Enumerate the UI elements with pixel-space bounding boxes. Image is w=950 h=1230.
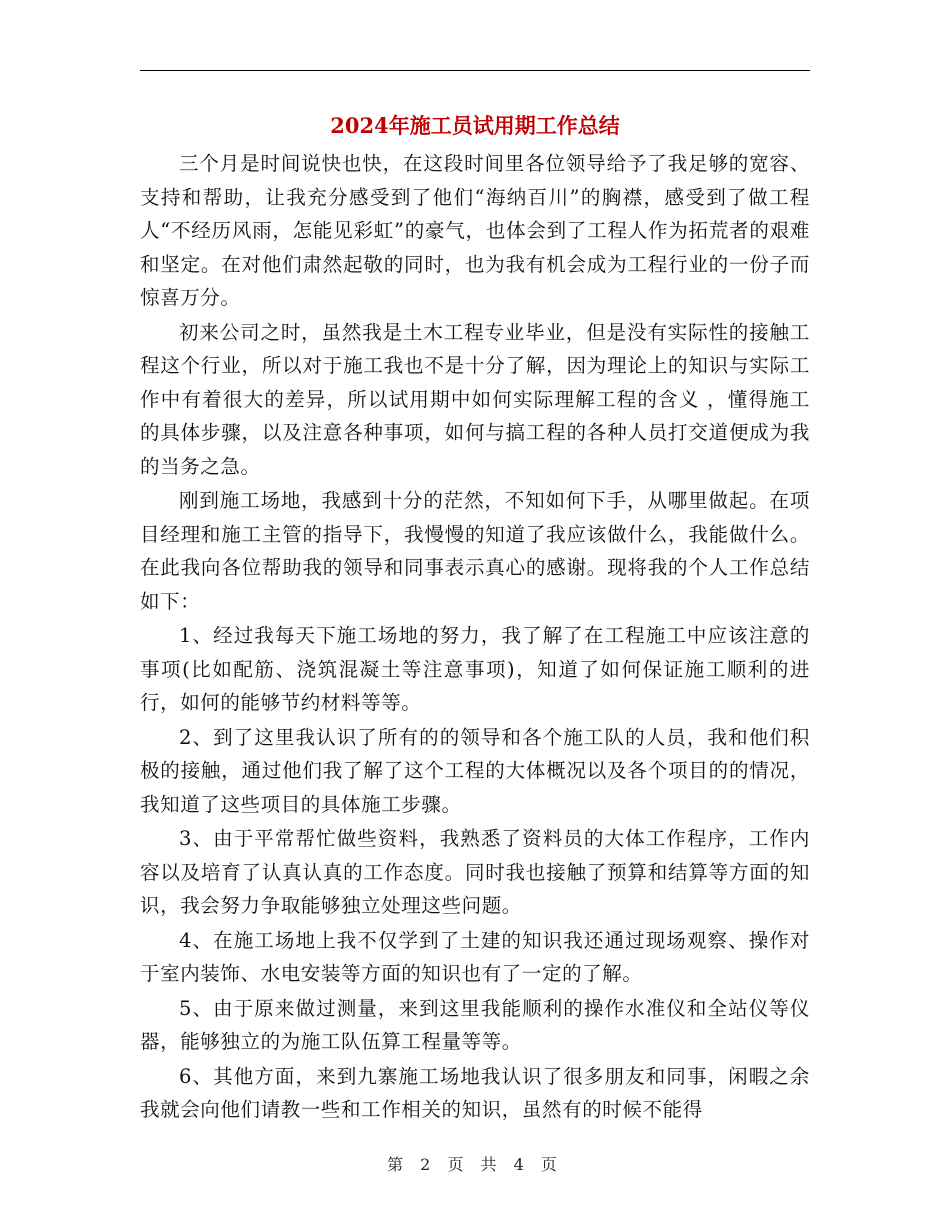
paragraph-item-5: 5、由于原来做过测量，来到这里我能顺利的操作水准仪和全站仪等仪器，能够独立的为施工队伍算工程量等等。 <box>140 996 810 1053</box>
paragraph-arrival: 刚到施工场地，我感到十分的茫然，不知如何下手，从哪里做起。在项目经理和施工主管的指导下，我慢慢的知道了我应该做什么，我能做什么。在此我向各位帮助我的领导和同事表示真心的感谢。现将我的个人工作总结如下： <box>140 489 810 613</box>
paragraph-intro: 三个月是时间说快也快，在这段时间里各位领导给予了我足够的宽容、支持和帮助，让我充分感受到了他们“海纳百川”的胸襟，感受到了做工程人“不经历风雨，怎能见彩虹”的豪气，也体会到了工程人作为拓荒者的艰难和坚定。在对他们肃然起敬的同时，也为我有机会成为工程行业的一份子而惊喜万分。 <box>140 152 810 309</box>
header-rule <box>140 70 810 71</box>
paragraph-item-2: 2、到了这里我认识了所有的的领导和各个施工队的人员，我和他们积极的接触，通过他们我了解了这个工程的大体概况以及各个项目的的情况，我知道了这些项目的具体施工步骤。 <box>140 725 810 816</box>
paragraph-item-6: 6、其他方面，来到九寨施工场地我认识了很多朋友和同事，闲暇之余我就会向他们请教一些和工作相关的知识，虽然有的时候不能得 <box>140 1064 810 1121</box>
document-body <box>140 147 810 1128</box>
paragraph-background: 初来公司之时，虽然我是土木工程专业毕业，但是没有实际性的接触工程这个行业，所以对于施工我也不是十分了解，因为理论上的知识与实际工作中有着很大的差异，所以试用期中如何实际理解工程的含义 ，懂得施工的具体步骤，以及注意各种事项，如何与搞工程的各种人员打交道便成为我的当务之急。 <box>140 320 810 478</box>
paragraph-item-1: 1、经过我每天下施工场地的努力，我了解了在工程施工中应该注意的事项(比如配筋、浇筑混凝土等注意事项)，知道了如何保证施工顺利的进行，如何的能够节约材料等等。 <box>140 624 810 714</box>
paragraph-item-4: 4、在施工场地上我不仅学到了土建的知识我还通过现场观察、操作对于室内装饰、水电安装等方面的知识也有了一定的了解。 <box>140 928 810 985</box>
document-title: 2024年施工员试用期工作总结 <box>330 113 620 138</box>
paragraph-item-3: 3、由于平常帮忙做些资料，我熟悉了资料员的大体工作程序，工作内容以及培育了认真认真的工作态度。同时我也接触了预算和结算等方面的知识，我会努力争取能够独立处理这些问题。 <box>140 827 810 917</box>
page-footer: 第 2 页 共 4 页 <box>387 1155 563 1174</box>
